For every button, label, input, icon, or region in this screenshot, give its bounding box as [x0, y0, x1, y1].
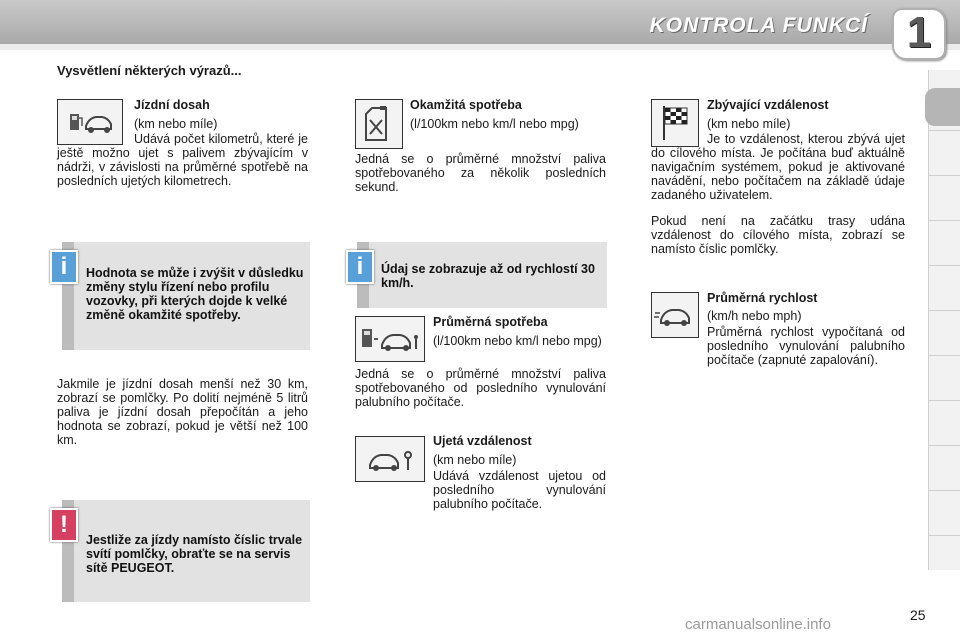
page-number: 25	[910, 607, 926, 623]
avg-consumption-text: Jedná se o průměrné množství paliva spotřebovaného od posledního vynulování palubního počítače.	[355, 367, 606, 409]
instant-unit: (l/100km nebo km/l nebo mpg)	[410, 117, 579, 131]
fuel-car-icon	[356, 317, 424, 361]
avg-consumption-unit: (l/100km nebo km/l nebo mpg)	[433, 334, 602, 348]
instant-icon	[355, 99, 403, 149]
distance-icon	[355, 436, 425, 482]
chapter-tab-active[interactable]	[925, 88, 960, 126]
remaining-unit: (km nebo míle)	[707, 117, 791, 131]
car-speed-icon	[652, 293, 698, 337]
info-note-text: Hodnota se může i zvýšit v důsledku změny stylu řízení nebo profilu vozovky, při kterých dojde k velké změně okamžité spotřeby.	[86, 266, 304, 322]
watermark: carmanualsonline.info	[685, 616, 831, 633]
distance-unit: (km nebo míle)	[433, 453, 517, 467]
avg-speed-unit: (km/h nebo mph)	[707, 309, 802, 323]
avg-speed-text: Průměrná rychlost vypočítaná od posledního vynulování palubního počítače (zapnuté zapalování).	[707, 325, 905, 367]
chapter-tabs	[928, 70, 960, 570]
chapter-number: 1	[906, 8, 932, 57]
range-title: Jízdní dosah	[134, 98, 210, 112]
tab-divider	[929, 535, 960, 536]
tab-divider	[929, 400, 960, 401]
remaining-title: Zbývající vzdálenost	[707, 98, 829, 112]
tab-divider	[929, 355, 960, 356]
tab-divider	[929, 445, 960, 446]
avg-speed-icon	[651, 292, 699, 338]
avg-speed-title: Průměrná rychlost	[707, 291, 818, 305]
header-swoosh	[0, 44, 960, 50]
remaining-text: Je to vzdálenost, kterou zbývá ujet do cílového místa. Je počítána buď aktuálně navigačním systémem, pokud je aktivované navádění, nebo počítačem na základě údaje zadaného uživatelem.	[651, 132, 905, 202]
range-text: Udává počet kilometrů, které je ještě možno ujet s palivem zbývajícím v nádrži, v závislosti na průměrné spotřebě na posledních ujetých kilometrech.	[57, 132, 308, 188]
warning-icon: !	[50, 508, 78, 542]
chapter-badge	[892, 8, 946, 60]
info-icon: i	[346, 250, 374, 284]
range-unit: (km nebo míle)	[134, 117, 218, 131]
fuel-can-icon	[356, 100, 402, 148]
tab-divider	[929, 490, 960, 491]
range-note-text: Jakmile je jízdní dosah menší než 30 km, zobrazí se pomlčky. Po dolití nejméně 5 litrů paliva je jízdní dosah přepočítán a jeho hodnota se zobrazí, pokud je větší než 100 km.	[57, 377, 308, 447]
avg-consumption-icon	[355, 316, 425, 362]
tab-divider	[929, 310, 960, 311]
warning-note-text: Jestliže za jízdy namísto číslic trvale svítí pomlčky, obraťte se na servis sítě PEUGEOT.	[86, 533, 303, 575]
distance-text: Udává vzdálenost ujetou od posledního vynulování palubního počítače.	[433, 469, 606, 511]
tab-divider	[929, 265, 960, 266]
tab-divider	[929, 130, 960, 131]
tab-divider	[929, 220, 960, 221]
car-distance-icon	[356, 437, 424, 481]
info-note-speed-text: Údaj se zobrazuje až od rychlostí 30 km/h.	[381, 262, 595, 290]
tab-divider	[929, 175, 960, 176]
section-title: Vysvětlení některých výrazů...	[57, 63, 242, 78]
page-title: KONTROLA FUNKCÍ	[649, 14, 868, 37]
remaining-text-2: Pokud není na začátku trasy udána vzdálenost do cílového místa, zobrazí se namísto číslic pomlčky.	[651, 214, 905, 256]
avg-consumption-title: Průměrná spotřeba	[433, 315, 548, 329]
instant-title: Okamžitá spotřeba	[410, 98, 522, 112]
info-icon: i	[50, 250, 78, 284]
instant-text: Jedná se o průměrné množství paliva spotřebovaného za několik posledních sekund.	[355, 152, 606, 194]
distance-title: Ujetá vzdálenost	[433, 434, 532, 448]
